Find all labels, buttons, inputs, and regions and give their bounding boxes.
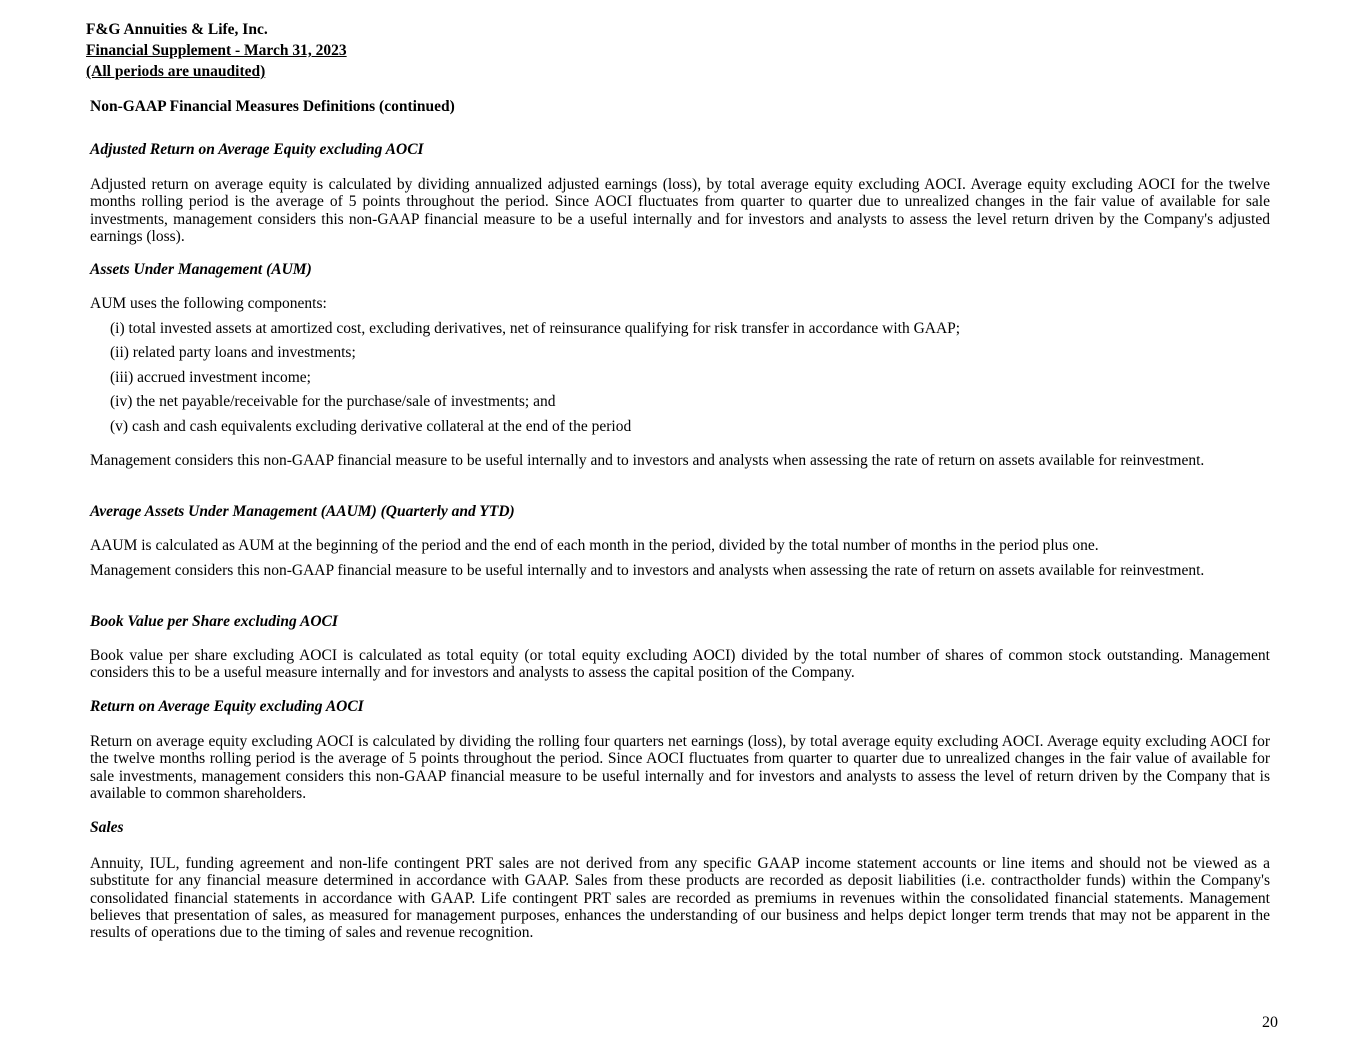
company-name: F&G Annuities & Life, Inc.	[86, 21, 268, 38]
aaum-definition: AAUM is calculated as AUM at the beginning of the period and the end of each month in the period, divided by the total number of months in the period plus one.	[90, 537, 1099, 554]
bvps-definition: Book value per share excluding AOCI is calculated as total equity (or total equity excluding AOCI) divided by the total number of shares of common stock outstanding. Management considers this to be a useful measure internally and for investors and analysts to assess the capital position of the Company.	[90, 647, 1270, 682]
unaudited-note: (All periods are unaudited)	[86, 63, 266, 80]
sales-heading: Sales	[90, 819, 124, 836]
page-number: 20	[1262, 1014, 1278, 1031]
supplement-title: Financial Supplement - March 31, 2023	[86, 42, 347, 59]
bvps-heading: Book Value per Share excluding AOCI	[90, 613, 338, 630]
aum-heading: Assets Under Management (AUM)	[90, 261, 312, 278]
sales-definition: Annuity, IUL, funding agreement and non-life contingent PRT sales are not derived from any specific GAAP income statement accounts or line items and should not be viewed as a substitute for any financial measure determined in accordance with GAAP. Sales from these products are recorded as deposit liabilities (i.e. contractholder funds) within the Company's consolidated financial statements in accordance with GAAP. Life contingent PRT sales are recorded as premiums in revenues within the consolidated financial statements. Management believes that presentation of sales, as measured for management purposes, enhances the understanding of our business and helps depict longer term trends that may not be apparent in the results of operations due to the timing of sales and revenue recognition.	[90, 855, 1270, 942]
aum-component-item: (iii) accrued investment income;	[110, 369, 311, 386]
adjusted-roe-definition: Adjusted return on average equity is calculated by dividing annualized adjusted earnings (loss), by total average equity excluding AOCI. Average equity excluding AOCI for the twelve months rolling period is the average of 5 points throughout the period. Since AOCI fluctuates from quarter to quarter due to unrealized changes in the fair value of available for sale investments, management considers this non-GAAP financial measure to be a useful internally and for investors and analysts to assess the level return driven by the Company's adjusted earnings (loss).	[90, 176, 1270, 245]
aum-closing: Management considers this non-GAAP financial measure to be useful internally and to investors and analysts when assessing the rate of return on assets available for reinvestment.	[90, 452, 1205, 469]
aum-component-item: (iv) the net payable/receivable for the purchase/sale of investments; and	[110, 393, 556, 410]
roe-heading: Return on Average Equity excluding AOCI	[90, 698, 364, 715]
aaum-closing: Management considers this non-GAAP financial measure to be useful internally and to investors and analysts when assessing the rate of return on assets available for reinvestment.	[90, 562, 1205, 579]
aum-intro: AUM uses the following components:	[90, 295, 327, 312]
adjusted-roe-heading: Adjusted Return on Average Equity excluding AOCI	[90, 141, 424, 158]
aum-component-item: (i) total invested assets at amortized cost, excluding derivatives, net of reinsurance qualifying for risk transfer in accordance with GAAP;	[110, 320, 961, 337]
section-title: Non-GAAP Financial Measures Definitions (continued)	[90, 98, 455, 115]
aaum-heading: Average Assets Under Management (AAUM) (Quarterly and YTD)	[90, 503, 515, 520]
roe-definition: Return on average equity excluding AOCI is calculated by dividing the rolling four quarters net earnings (loss), by total average equity excluding AOCI. Average equity excluding AOCI for the twelve months rolling period is the average of 5 points throughout the period. Since AOCI fluctuates from quarter to quarter due to unrealized changes in the fair value of available for sale investments, management considers this non-GAAP financial measure to be useful internally and for investors and analysts to assess the level of return driven by the Company that is available to common shareholders.	[90, 733, 1270, 802]
aum-component-item: (ii) related party loans and investments;	[110, 344, 356, 361]
aum-component-item: (v) cash and cash equivalents excluding derivative collateral at the end of the period	[110, 418, 632, 435]
